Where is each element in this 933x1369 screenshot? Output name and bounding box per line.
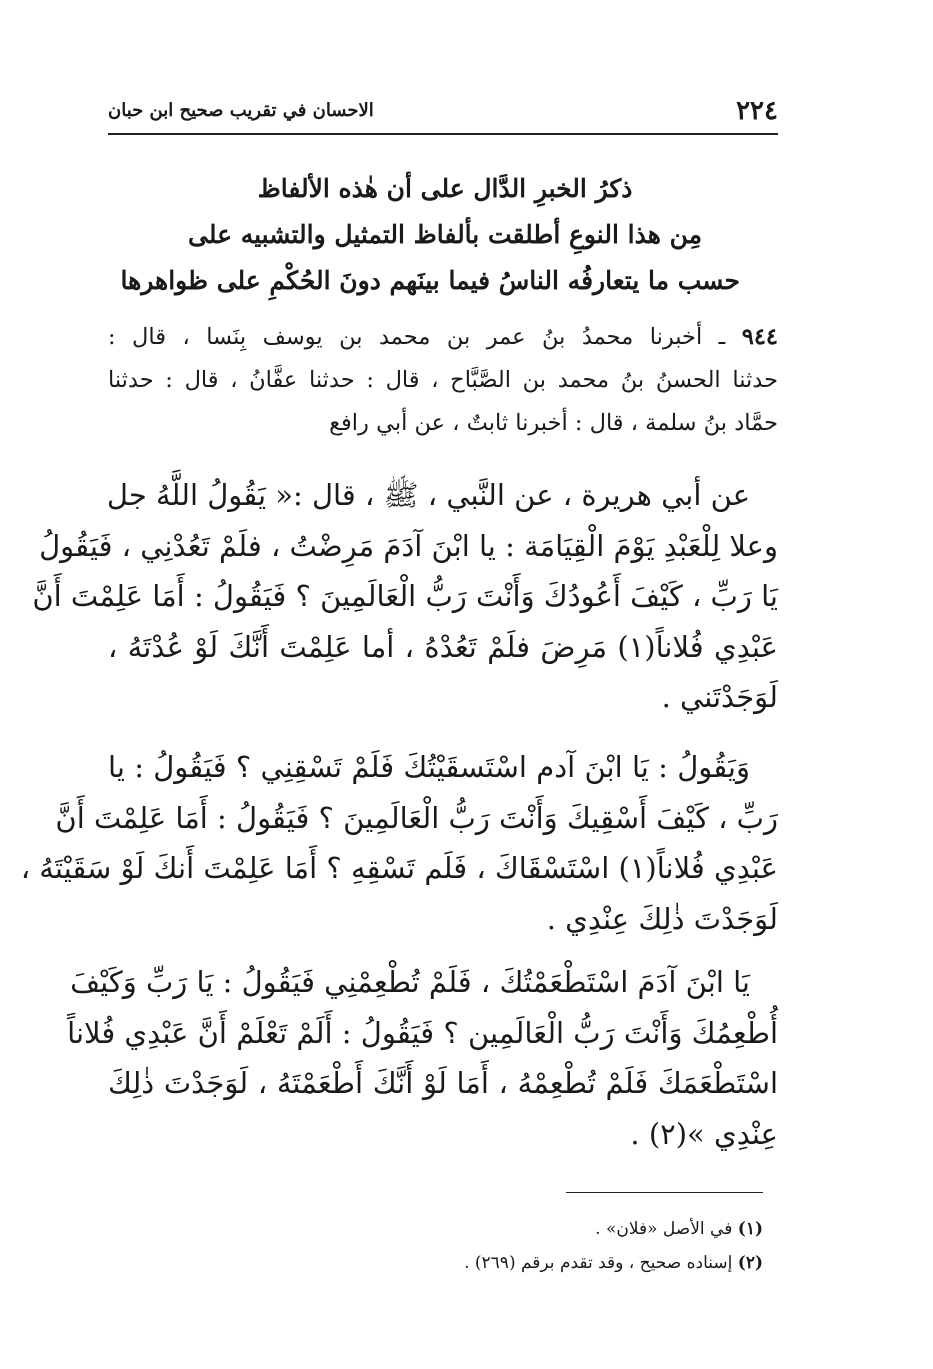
paragraph-line: وعلا لِلْعَبْدِ يَوْمَ الْقِيَامَة : يا ابْنَ آدَمَ مَرِضْتُ ، فلَمْ تَعُدْنِي ، فَيَقُولُ: [39, 528, 778, 563]
footnote-marker: (٢): [737, 1253, 763, 1273]
paragraph-line: لَوَجَدْتَني .: [661, 680, 778, 714]
heading-line-1: ذكرُ الخبرِ الدَّال على أن هٰذه الألفاظ: [257, 174, 633, 203]
footnote-text: إسناده صحيح ، وقد تقدم برقم (٢٦٩) .: [464, 1253, 738, 1273]
book-title: الاحسان في تقريب صحيح ابن حبان: [108, 100, 374, 121]
isnad-line-1: [108, 316, 778, 359]
paragraph-line: عَبْدِي فُلاناً(١) اسْتَسْقَاكَ ، فَلَم تَسْقِهِ ؟ أَمَا عَلِمْتَ أَنكَ لَوْ سَقَيْتَهُ ،: [20, 851, 778, 885]
paragraph-line: يَا ابْنَ آدَمَ اسْتَطْعَمْتُكَ ، فَلَمْ تُطْعِمْنِي فَيَقُولُ : يَا رَبِّ وَكَيْفَ: [70, 965, 750, 999]
hadith-number: ٩٤٤: [741, 324, 778, 350]
running-header: [108, 92, 778, 132]
isnad-line-3: حمَّاد بنُ سلمة ، قال : أخبرنا ثابتٌ ، عن أبي رافع: [329, 410, 778, 436]
paragraph-line: اسْتَطْعَمَكَ فَلَمْ تُطْعِمْهُ ، أَمَا لَوْ أَنَّكَ أَطْعَمْتَهُ ، لَوَجَدْتَ ذٰلِكَ: [108, 1066, 778, 1100]
paragraph-line: لَوَجَدْتَ ذٰلِكَ عِنْدِي .: [546, 901, 778, 936]
header-divider: [108, 133, 778, 135]
hadith-paragraph-3: [67, 957, 778, 1159]
page-number: ٢٢٤: [736, 96, 778, 126]
paragraph-line: وَيَقُولُ : يَا ابْنَ آدم اسْتَسقَيْتُكَ فَلَمْ تَسْقِنِي ؟ فَيَقُولُ : يا: [108, 750, 750, 784]
footnote-marker: (١): [737, 1219, 763, 1239]
paragraph-line: عِنْدِي »(٢) .: [630, 1116, 778, 1151]
paragraph-line: يَا رَبِّ ، كَيْفَ أَعُودُكَ وَأَنْتَ رَبُّ الْعَالَمِينَ ؟ فَيَقُولُ : أَمَا عَلِمْتَ أَنَّ: [32, 579, 778, 613]
footnote-divider: [566, 1192, 763, 1193]
isnad-line-1-text: ـ أخبرنا محمدُ بنُ عمر بن محمد بن يوسف بِنَسا ، قال :: [108, 324, 742, 350]
footnotes: [263, 1212, 763, 1280]
footnote-1: [263, 1212, 763, 1246]
paragraph-line: رَبِّ ، كَيْفَ أَسْقِيكَ وَأَنْتَ رَبُّ الْعَالَمِينَ ؟ فَيَقُولُ : أَمَا عَلِمْتَ أَنَّ: [55, 800, 778, 835]
heading-line-3: حسب ما يتعارفُه الناسُ فيما بينَهم دونَ الحُكْمِ على ظواهرها: [120, 266, 740, 295]
paragraph-line: عن أبي هريرة ، عن النَّبي ، ﷺ ، قال :« يَقُولُ اللَّهُ جل: [106, 478, 750, 512]
paragraph-line: أُطْعِمُكَ وَأَنْتَ رَبُّ الْعَالَمِين ؟ فَيَقُولُ : أَلَمْ تَعْلَمْ أَنَّ عَبْدِي فُلاناً: [67, 1015, 778, 1050]
paragraph-line: عَبْدِي فُلاناً(١) مَرِضَ فلَمْ تَعُدْهُ ، أما عَلِمْتَ أَنَّكَ لَوْ عُدْتَهُ ،: [108, 629, 778, 664]
isnad-line-2: حدثنا الحسنُ بنُ محمد بن الصَّبَّاح ، قال : حدثنا عفَّانُ ، قال : حدثنا: [108, 367, 778, 393]
footnote-text: في الأصل «فلان» .: [595, 1219, 738, 1239]
footnote-2: [263, 1246, 763, 1280]
hadith-paragraph-1: [32, 470, 778, 723]
chapter-heading: [120, 166, 740, 304]
isnad-chain: [108, 316, 778, 445]
heading-line-2: مِن هذا النوعِ أطلقت بألفاظ التمثيل والتشبيه على: [187, 220, 702, 249]
hadith-paragraph-2: [20, 742, 778, 944]
